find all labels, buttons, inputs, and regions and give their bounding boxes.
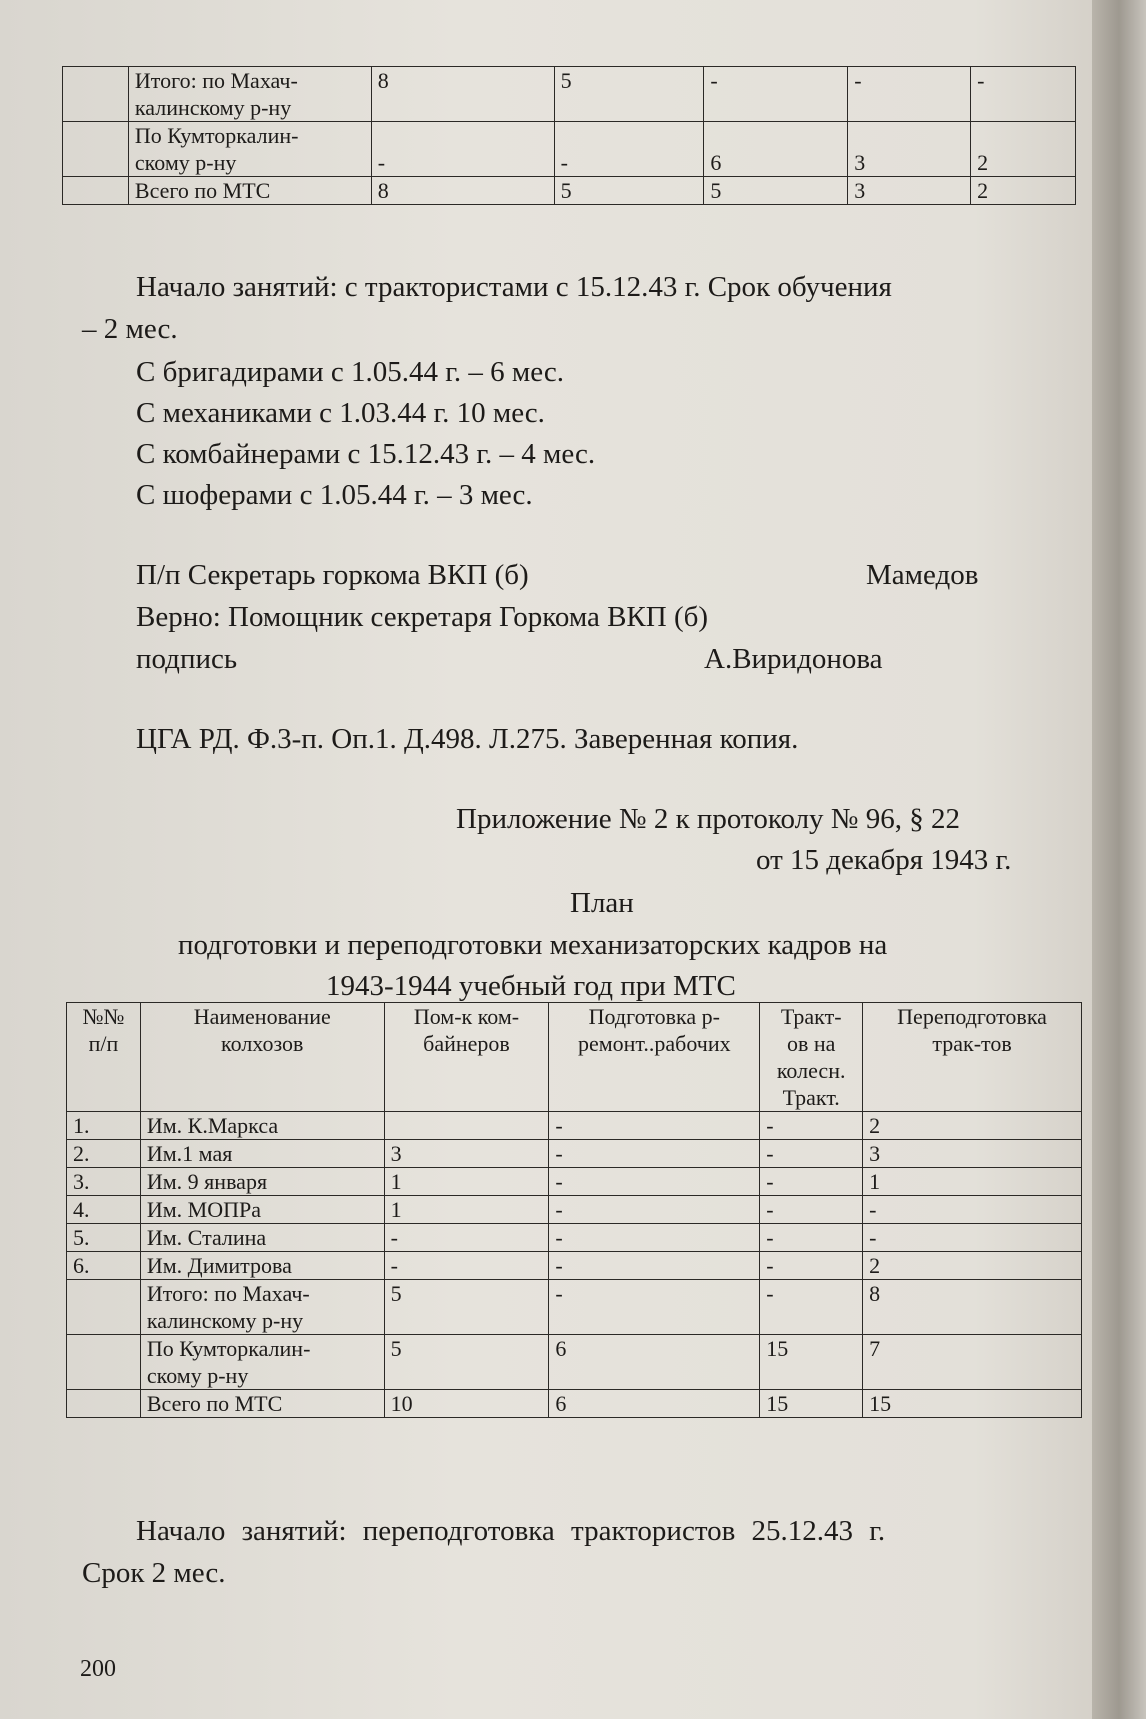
- table-row: 4. Им. МОПРа 1 - - -: [67, 1196, 1082, 1224]
- table-row: 6. Им. Димитрова - - - 2: [67, 1252, 1082, 1280]
- signature-label: подпись: [136, 643, 238, 675]
- appendix-heading: Приложение № 2 к протоколу № 96, § 22: [456, 803, 960, 835]
- plan-table: [66, 1002, 1082, 1418]
- page-number: 200: [80, 1656, 116, 1682]
- plan-subtitle: подготовки и переподготовки механизаторских кадров на: [178, 929, 888, 961]
- table-row: 2. Им.1 мая 3 - - 3: [67, 1140, 1082, 1168]
- signature-verified: Верно: Помощник секретаря Горкома ВКП (б): [136, 601, 709, 633]
- table-row: Итого: по Махач- калинскому р-ну 5 - - 8: [67, 1280, 1082, 1335]
- table-row: Всего по МТС 8 5 5 3 2: [63, 177, 1076, 205]
- retraining-start-line: Начало занятий: переподготовка трактористов 25.12.43 г.: [136, 1515, 886, 1547]
- start-date-line: Начало занятий: с трактористами с 15.12.43 г. Срок обучения: [136, 271, 892, 303]
- start-date-line-cont: – 2 мес.: [82, 313, 178, 345]
- plan-title: План: [570, 887, 634, 919]
- signature-name-viridonova: А.Виридонова: [704, 643, 883, 675]
- brigadiers-line: С бригадирами с 1.05.44 г. – 6 мес.: [136, 356, 564, 388]
- page-edge-shadow: [1092, 0, 1146, 1719]
- table-row: Итого: по Махач- калинскому р-ну 8 5 - - -: [63, 67, 1076, 122]
- signature-name-mamedov: Мамедов: [866, 559, 979, 591]
- summary-table-top: [62, 66, 1076, 205]
- header-wheel: Тракт- ов на колесн. Тракт.: [760, 1003, 863, 1112]
- header-num: №№ п/п: [67, 1003, 141, 1112]
- header-name: Наименование колхозов: [140, 1003, 384, 1112]
- header-combine: Пом-к ком- байнеров: [384, 1003, 549, 1112]
- combiners-line: С комбайнерами с 15.12.43 г. – 4 мес.: [136, 438, 596, 470]
- table-row: 5. Им. Сталина - - - -: [67, 1224, 1082, 1252]
- table-header-row: [67, 1003, 1082, 1112]
- drivers-line: С шоферами с 1.05.44 г. – 3 мес.: [136, 479, 533, 511]
- archive-reference: ЦГА РД. Ф.3-п. Оп.1. Д.498. Л.275. Заверенная копия.: [136, 723, 799, 755]
- mechanics-line: С механиками с 1.03.44 г. 10 мес.: [136, 397, 545, 429]
- table-row: Всего по МТС 10 6 15 15: [67, 1390, 1082, 1418]
- header-repair: Подготовка р- ремонт..рабочих: [549, 1003, 760, 1112]
- table-row: 3. Им. 9 января 1 - - 1: [67, 1168, 1082, 1196]
- table-row: По Кумторкалин- скому р-ну - - 6 3 2: [63, 122, 1076, 177]
- retraining-duration: Срок 2 мес.: [82, 1557, 226, 1589]
- plan-subtitle-year: 1943-1944 учебный год при МТС: [326, 970, 736, 1002]
- table-row: По Кумторкалин- скому р-ну 5 6 15 7: [67, 1335, 1082, 1390]
- signature-secretary: П/п Секретарь горкома ВКП (б): [136, 559, 529, 591]
- header-retrain: Переподготовка трак-тов: [863, 1003, 1082, 1112]
- appendix-date: от 15 декабря 1943 г.: [756, 844, 1012, 876]
- table-row: 1. Им. К.Маркса - - 2: [67, 1112, 1082, 1140]
